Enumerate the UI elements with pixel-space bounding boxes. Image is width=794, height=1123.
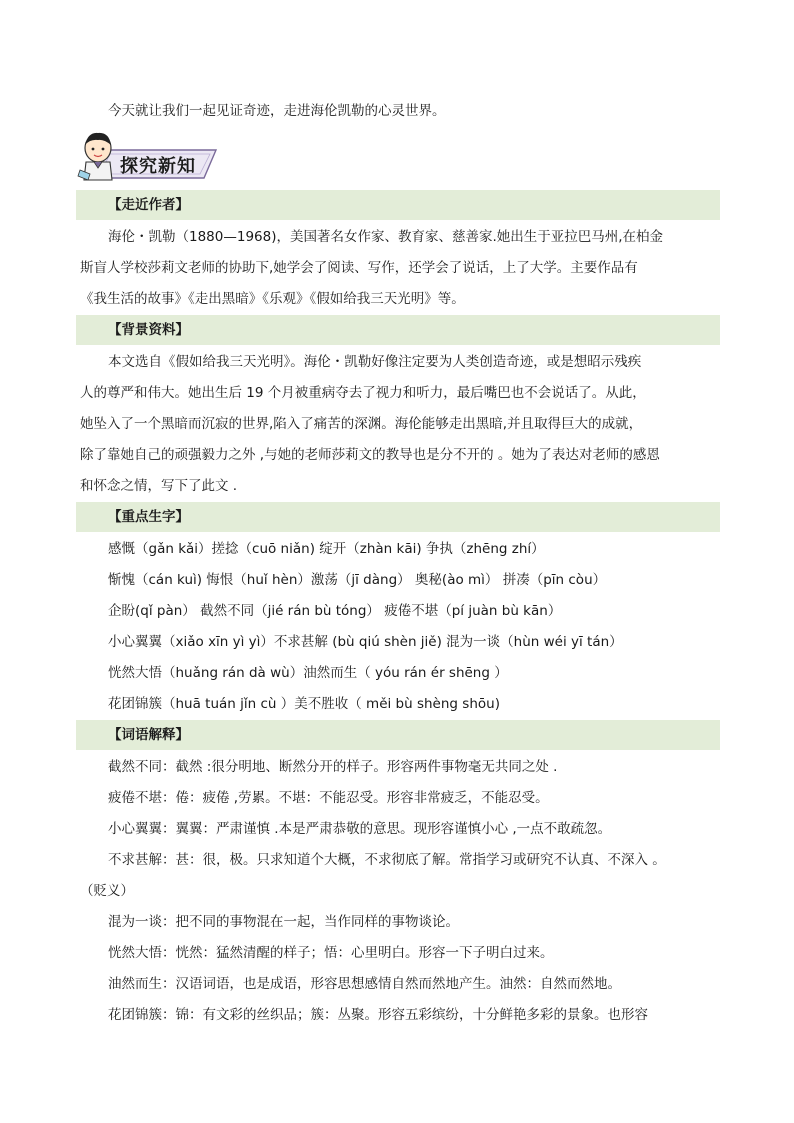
paragraph-line: 斯盲人学校莎莉文老师的协助下,她学会了阅读、写作，还学会了说话，上了大学。主要作品有 bbox=[80, 260, 638, 276]
definition-line: （贬义） bbox=[80, 883, 134, 899]
definition-line: 花团锦簇：锦：有文彩的丝织品；簇：丛聚。形容五彩缤纷，十分鲜艳多彩的景象。也形容 bbox=[108, 1007, 648, 1023]
paragraph-line: 海伦・凯勒（1880—1968)，美国著名女作家、教育家、慈善家.她出生于亚拉巴马州,在柏金 bbox=[108, 229, 664, 245]
vocab-line: 恍然大悟（huǎng rán dà wù）油然而生（ yóu rán ér shēng ） bbox=[108, 665, 508, 681]
vocab-line: 感慨（gǎn kǎi）搓捻（cuō niǎn) 绽开（zhàn kāi) 争执（zhēng zhí） bbox=[108, 541, 545, 557]
definition-line: 油然而生：汉语词语，也是成语，形容思想感情自然而然地产生。油然：自然而然地。 bbox=[108, 976, 621, 992]
definition-line: 恍然大悟：恍然：猛然清醒的样子；悟：心里明白。形容一下子明白过来。 bbox=[108, 945, 554, 961]
vocab-line: 花团锦簇（huā tuán jǐn cù ）美不胜收（ měi bù shèng shōu) bbox=[108, 696, 500, 712]
definition-line: 小心翼翼：翼翼：严肃谨慎 .本是严肃恭敬的意思。现形容谨慎小心 ,一点不敢疏忽。 bbox=[108, 821, 612, 837]
section-title: 【走近作者】 bbox=[108, 197, 189, 213]
paragraph-line: 她坠入了一个黑暗而沉寂的世界,陷入了痛苦的深渊。海伦能够走出黑暗,并且取得巨大的成就， bbox=[80, 416, 643, 432]
paragraph-line: 和怀念之情，写下了此文 . bbox=[80, 478, 238, 494]
paragraph-line: 除了靠她自己的顽强毅力之外 ,与她的老师莎莉文的教导也是分不开的 。她为了表达对老师的感恩 bbox=[80, 447, 660, 463]
definition-line: 疲倦不堪：倦：疲倦 ,劳累。不堪：不能忍受。形容非常疲乏，不能忍受。 bbox=[108, 790, 549, 806]
section-title: 【背景资料】 bbox=[108, 322, 189, 338]
definition-line: 不求甚解：甚：很，极。只求知道个大概，不求彻底了解。常指学习或研究不认真、不深入 。 bbox=[108, 852, 666, 868]
paragraph-line: 《我生活的故事》《走出黑暗》《乐观》《假如给我三天光明》等。 bbox=[80, 291, 465, 307]
definition-line: 截然不同：截然 :很分明地、断然分开的样子。形容两件事物毫无共同之处 . bbox=[108, 759, 558, 775]
section-heading: 探究新知 bbox=[120, 156, 196, 177]
vocab-line: 小心翼翼（xiǎo xīn yì yì）不求甚解 (bù qiú shèn jiě) 混为一谈（hùn wéi yī tán） bbox=[108, 634, 623, 650]
section-title: 【重点生字】 bbox=[108, 509, 189, 525]
paragraph-line: 人的尊严和伟大。她出生后 19 个月被重病夺去了视力和听力，最后嘴巴也不会说话了。从此， bbox=[80, 385, 646, 401]
vocab-line: 企盼(qǐ pàn） 截然不同（jié rán bù tóng） 疲倦不堪（pí juàn bù kān） bbox=[108, 603, 562, 619]
intro-line: 今天就让我们一起见证奇迹，走进海伦凯勒的心灵世界。 bbox=[108, 103, 446, 119]
section-title: 【词语解释】 bbox=[108, 727, 189, 743]
student-icon bbox=[78, 133, 112, 180]
vocab-line: 惭愧（cán kuì) 悔恨（huǐ hèn）激荡（jī dàng） 奥秘(ào mì） 拼凑（pīn còu） bbox=[108, 572, 607, 588]
definition-line: 混为一谈：把不同的事物混在一起，当作同样的事物谈论。 bbox=[108, 914, 459, 930]
paragraph-line: 本文选自《假如给我三天光明》。海伦・凯勒好像注定要为人类创造奇迹，或是想昭示残疾 bbox=[108, 354, 642, 370]
